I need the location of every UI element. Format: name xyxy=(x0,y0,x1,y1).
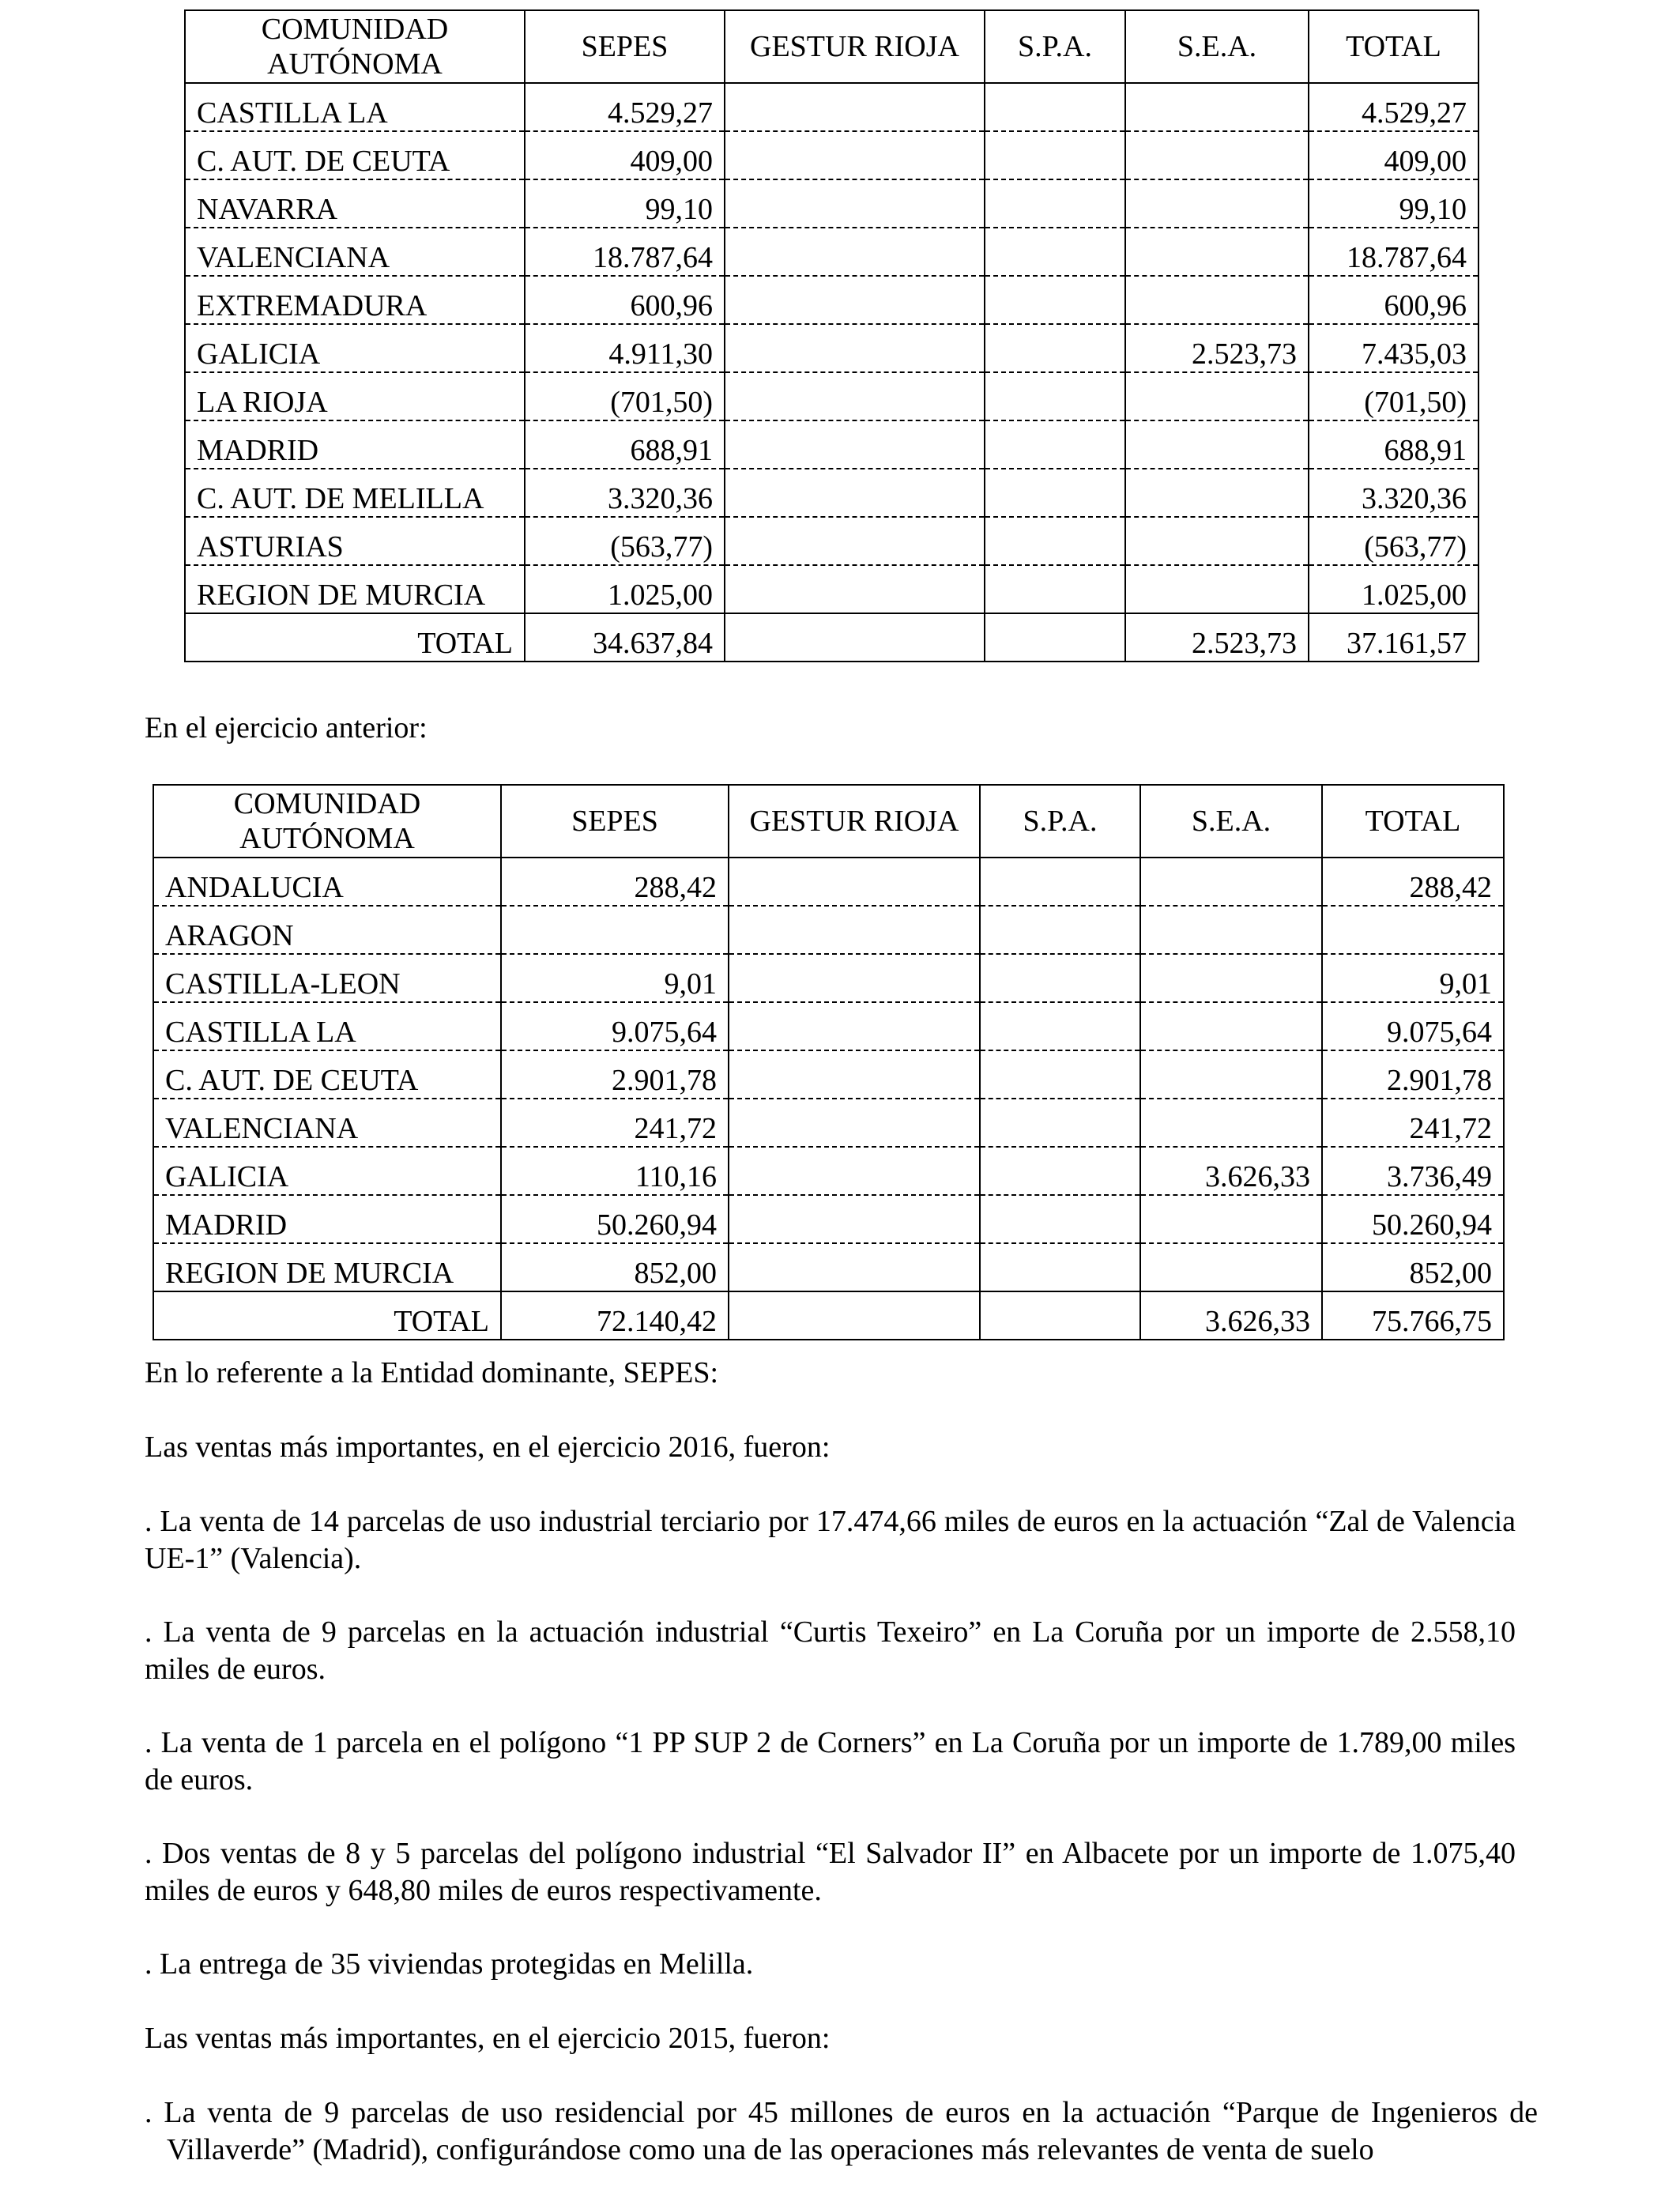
total-label: TOTAL xyxy=(185,613,525,662)
cell-comunidad: GALICIA xyxy=(153,1147,501,1195)
table-row xyxy=(185,83,1478,131)
cell-sepes: 4.529,27 xyxy=(525,83,725,131)
cell-comunidad: MADRID xyxy=(153,1195,501,1243)
header-comunidad: COMUNIDAD AUTÓNOMA xyxy=(153,785,501,858)
cell-sepes: (563,77) xyxy=(525,517,725,565)
table-row xyxy=(153,1243,1504,1291)
cell-total: 4.529,27 xyxy=(1309,83,1478,131)
table-row xyxy=(185,469,1478,517)
cell-spa xyxy=(980,1002,1140,1050)
table-row xyxy=(153,858,1504,906)
cell-total: 9,01 xyxy=(1322,954,1504,1002)
cell-comunidad: GALICIA xyxy=(185,324,525,372)
cell-sea xyxy=(1125,276,1309,324)
cell-gestur-rioja xyxy=(729,1147,980,1195)
cell-sepes: 2.901,78 xyxy=(501,1050,729,1099)
cell-sepes: 18.787,64 xyxy=(525,228,725,276)
total-gestur-rioja xyxy=(725,613,985,662)
cell-spa xyxy=(985,469,1125,517)
cell-spa xyxy=(985,372,1125,420)
cell-sea xyxy=(1140,1099,1322,1147)
cell-gestur-rioja xyxy=(729,906,980,954)
cell-sea xyxy=(1140,858,1322,906)
cell-comunidad: VALENCIANA xyxy=(185,228,525,276)
cell-comunidad: C. AUT. DE CEUTA xyxy=(185,131,525,179)
cell-total: 241,72 xyxy=(1322,1099,1504,1147)
cell-spa xyxy=(980,1050,1140,1099)
cell-gestur-rioja xyxy=(725,276,985,324)
cell-gestur-rioja xyxy=(725,179,985,228)
regional-sales-table-current xyxy=(184,9,1479,662)
cell-total: 18.787,64 xyxy=(1309,228,1478,276)
cell-total: 50.260,94 xyxy=(1322,1195,1504,1243)
cell-sepes: 241,72 xyxy=(501,1099,729,1147)
cell-gestur-rioja xyxy=(725,228,985,276)
cell-comunidad: LA RIOJA xyxy=(185,372,525,420)
total-label: TOTAL xyxy=(153,1291,501,1340)
total-sea: 2.523,73 xyxy=(1125,613,1309,662)
cell-sea xyxy=(1125,228,1309,276)
table-header-row xyxy=(185,10,1478,83)
cell-comunidad: C. AUT. DE MELILLA xyxy=(185,469,525,517)
total-gestur-rioja xyxy=(729,1291,980,1340)
table-row xyxy=(185,324,1478,372)
cell-sea xyxy=(1140,906,1322,954)
cell-gestur-rioja xyxy=(725,517,985,565)
cell-sea: 2.523,73 xyxy=(1125,324,1309,372)
table-row xyxy=(153,1050,1504,1099)
cell-sepes: 409,00 xyxy=(525,131,725,179)
cell-comunidad: NAVARRA xyxy=(185,179,525,228)
table-header-row xyxy=(153,785,1504,858)
cell-spa xyxy=(980,954,1140,1002)
cell-comunidad: ANDALUCIA xyxy=(153,858,501,906)
table-row xyxy=(185,565,1478,613)
total-sea: 3.626,33 xyxy=(1140,1291,1322,1340)
paragraph-venta-villaverde: . La venta de 9 parcelas de uso residencial por 45 millones de euros en la actuación “Parque de Ingenieros de Villaverde” (Madrid), configurándose como una de las operaciones más relevantes de venta de suelo xyxy=(145,2096,1538,2166)
regional-sales-table-previous xyxy=(153,784,1505,1340)
cell-sea xyxy=(1125,131,1309,179)
table-row xyxy=(153,1002,1504,1050)
cell-sea xyxy=(1140,1195,1322,1243)
cell-total: 409,00 xyxy=(1309,131,1478,179)
cell-gestur-rioja xyxy=(725,420,985,469)
table-row xyxy=(153,1195,1504,1243)
cell-total: 600,96 xyxy=(1309,276,1478,324)
cell-spa xyxy=(980,1147,1140,1195)
cell-comunidad: EXTREMADURA xyxy=(185,276,525,324)
cell-spa xyxy=(985,228,1125,276)
cell-sea xyxy=(1125,469,1309,517)
table-row xyxy=(185,517,1478,565)
cell-sepes: 110,16 xyxy=(501,1147,729,1195)
cell-comunidad: MADRID xyxy=(185,420,525,469)
header-sepes: SEPES xyxy=(525,10,725,83)
header-total: TOTAL xyxy=(1309,10,1478,83)
previous-year-intro: En el ejercicio anterior: xyxy=(145,711,428,745)
cell-sea xyxy=(1140,1002,1322,1050)
header-total: TOTAL xyxy=(1322,785,1504,858)
cell-gestur-rioja xyxy=(729,1099,980,1147)
cell-spa xyxy=(985,179,1125,228)
cell-total: 99,10 xyxy=(1309,179,1478,228)
cell-sepes: 4.911,30 xyxy=(525,324,725,372)
cell-comunidad: C. AUT. DE CEUTA xyxy=(153,1050,501,1099)
cell-total: 852,00 xyxy=(1322,1243,1504,1291)
cell-gestur-rioja xyxy=(729,954,980,1002)
cell-sea: 3.626,33 xyxy=(1140,1147,1322,1195)
header-sea: S.E.A. xyxy=(1125,10,1309,83)
cell-comunidad: ARAGON xyxy=(153,906,501,954)
cell-gestur-rioja xyxy=(725,372,985,420)
table-row xyxy=(185,420,1478,469)
total-total: 75.766,75 xyxy=(1322,1291,1504,1340)
cell-sepes: 852,00 xyxy=(501,1243,729,1291)
header-sepes: SEPES xyxy=(501,785,729,858)
cell-total: 7.435,03 xyxy=(1309,324,1478,372)
table-row xyxy=(185,372,1478,420)
cell-gestur-rioja xyxy=(729,1050,980,1099)
cell-total: 2.901,78 xyxy=(1322,1050,1504,1099)
header-gestur-rioja: GESTUR RIOJA xyxy=(725,10,985,83)
cell-total: 1.025,00 xyxy=(1309,565,1478,613)
cell-spa xyxy=(980,1243,1140,1291)
cell-spa xyxy=(985,131,1125,179)
cell-comunidad: CASTILLA LA xyxy=(153,1002,501,1050)
cell-sepes: (701,50) xyxy=(525,372,725,420)
cell-gestur-rioja xyxy=(725,324,985,372)
total-spa xyxy=(980,1291,1140,1340)
cell-sepes: 99,10 xyxy=(525,179,725,228)
paragraph-venta-zal-valencia: . La venta de 14 parcelas de uso industrial terciario por 17.474,66 miles de euros en la actuación “Zal de Valencia UE-1” (Valencia). xyxy=(145,1505,1516,1575)
cell-sepes: 288,42 xyxy=(501,858,729,906)
table-row xyxy=(185,179,1478,228)
cell-spa xyxy=(985,517,1125,565)
cell-gestur-rioja xyxy=(725,131,985,179)
header-sea: S.E.A. xyxy=(1140,785,1322,858)
cell-total: 3.320,36 xyxy=(1309,469,1478,517)
cell-spa xyxy=(985,565,1125,613)
total-sepes: 34.637,84 xyxy=(525,613,725,662)
cell-sepes: 50.260,94 xyxy=(501,1195,729,1243)
cell-sepes: 688,91 xyxy=(525,420,725,469)
cell-sepes: 9,01 xyxy=(501,954,729,1002)
cell-spa xyxy=(985,324,1125,372)
cell-spa xyxy=(980,906,1140,954)
table-row xyxy=(153,1147,1504,1195)
total-sepes: 72.140,42 xyxy=(501,1291,729,1340)
cell-spa xyxy=(980,1099,1140,1147)
cell-total: 688,91 xyxy=(1309,420,1478,469)
cell-sepes xyxy=(501,906,729,954)
table-row xyxy=(153,906,1504,954)
paragraph-viviendas-melilla: . La entrega de 35 viviendas protegidas en Melilla. xyxy=(145,1947,754,1981)
cell-spa xyxy=(980,858,1140,906)
paragraph-venta-el-salvador: . Dos ventas de 8 y 5 parcelas del polígono industrial “El Salvador II” en Albacete por un importe de 1.075,40 miles de euros y 648,80 miles de euros respectivamente. xyxy=(145,1837,1516,1907)
table-row xyxy=(153,1099,1504,1147)
cell-comunidad: REGION DE MURCIA xyxy=(153,1243,501,1291)
cell-total: 288,42 xyxy=(1322,858,1504,906)
cell-sea xyxy=(1125,372,1309,420)
cell-comunidad: ASTURIAS xyxy=(185,517,525,565)
paragraph-ventas-2015-intro: Las ventas más importantes, en el ejercicio 2015, fueron: xyxy=(145,2022,831,2055)
cell-gestur-rioja xyxy=(729,1002,980,1050)
cell-gestur-rioja xyxy=(729,1243,980,1291)
cell-comunidad: VALENCIANA xyxy=(153,1099,501,1147)
cell-gestur-rioja xyxy=(725,469,985,517)
paragraph-ventas-2016-intro: Las ventas más importantes, en el ejercicio 2016, fueron: xyxy=(145,1431,831,1464)
cell-sepes: 1.025,00 xyxy=(525,565,725,613)
cell-sepes: 9.075,64 xyxy=(501,1002,729,1050)
cell-sea xyxy=(1125,179,1309,228)
table-row xyxy=(185,228,1478,276)
header-spa: S.P.A. xyxy=(985,10,1125,83)
total-total: 37.161,57 xyxy=(1309,613,1478,662)
cell-spa xyxy=(985,276,1125,324)
paragraph-venta-corners: . La venta de 1 parcela en el polígono “1 PP SUP 2 de Corners” en La Coruña por un importe de 1.789,00 miles de euros. xyxy=(145,1726,1516,1796)
header-spa: S.P.A. xyxy=(980,785,1140,858)
table-row xyxy=(185,131,1478,179)
paragraph-venta-curtis-texeiro: . La venta de 9 parcelas en la actuación industrial “Curtis Texeiro” en La Coruña por un importe de 2.558,10 miles de euros. xyxy=(145,1615,1516,1686)
cell-gestur-rioja xyxy=(729,1195,980,1243)
header-gestur-rioja: GESTUR RIOJA xyxy=(729,785,980,858)
paragraph-entidad-dominante: En lo referente a la Entidad dominante, SEPES: xyxy=(145,1356,719,1389)
cell-spa xyxy=(985,420,1125,469)
cell-comunidad: CASTILLA LA xyxy=(185,83,525,131)
cell-gestur-rioja xyxy=(729,858,980,906)
cell-comunidad: CASTILLA-LEON xyxy=(153,954,501,1002)
total-row xyxy=(185,613,1478,662)
cell-total: 9.075,64 xyxy=(1322,1002,1504,1050)
header-comunidad: COMUNIDAD AUTÓNOMA xyxy=(185,10,525,83)
total-spa xyxy=(985,613,1125,662)
cell-sea xyxy=(1125,83,1309,131)
cell-sepes: 600,96 xyxy=(525,276,725,324)
cell-comunidad: REGION DE MURCIA xyxy=(185,565,525,613)
cell-total: (701,50) xyxy=(1309,372,1478,420)
cell-total: (563,77) xyxy=(1309,517,1478,565)
cell-sea xyxy=(1140,1050,1322,1099)
cell-sea xyxy=(1140,954,1322,1002)
table-row xyxy=(185,276,1478,324)
cell-sea xyxy=(1140,1243,1322,1291)
cell-spa xyxy=(980,1195,1140,1243)
cell-spa xyxy=(985,83,1125,131)
cell-total xyxy=(1322,906,1504,954)
cell-gestur-rioja xyxy=(725,83,985,131)
cell-gestur-rioja xyxy=(725,565,985,613)
cell-sea xyxy=(1125,517,1309,565)
table-row xyxy=(153,954,1504,1002)
total-row xyxy=(153,1291,1504,1340)
cell-sea xyxy=(1125,420,1309,469)
cell-sepes: 3.320,36 xyxy=(525,469,725,517)
cell-sea xyxy=(1125,565,1309,613)
cell-total: 3.736,49 xyxy=(1322,1147,1504,1195)
